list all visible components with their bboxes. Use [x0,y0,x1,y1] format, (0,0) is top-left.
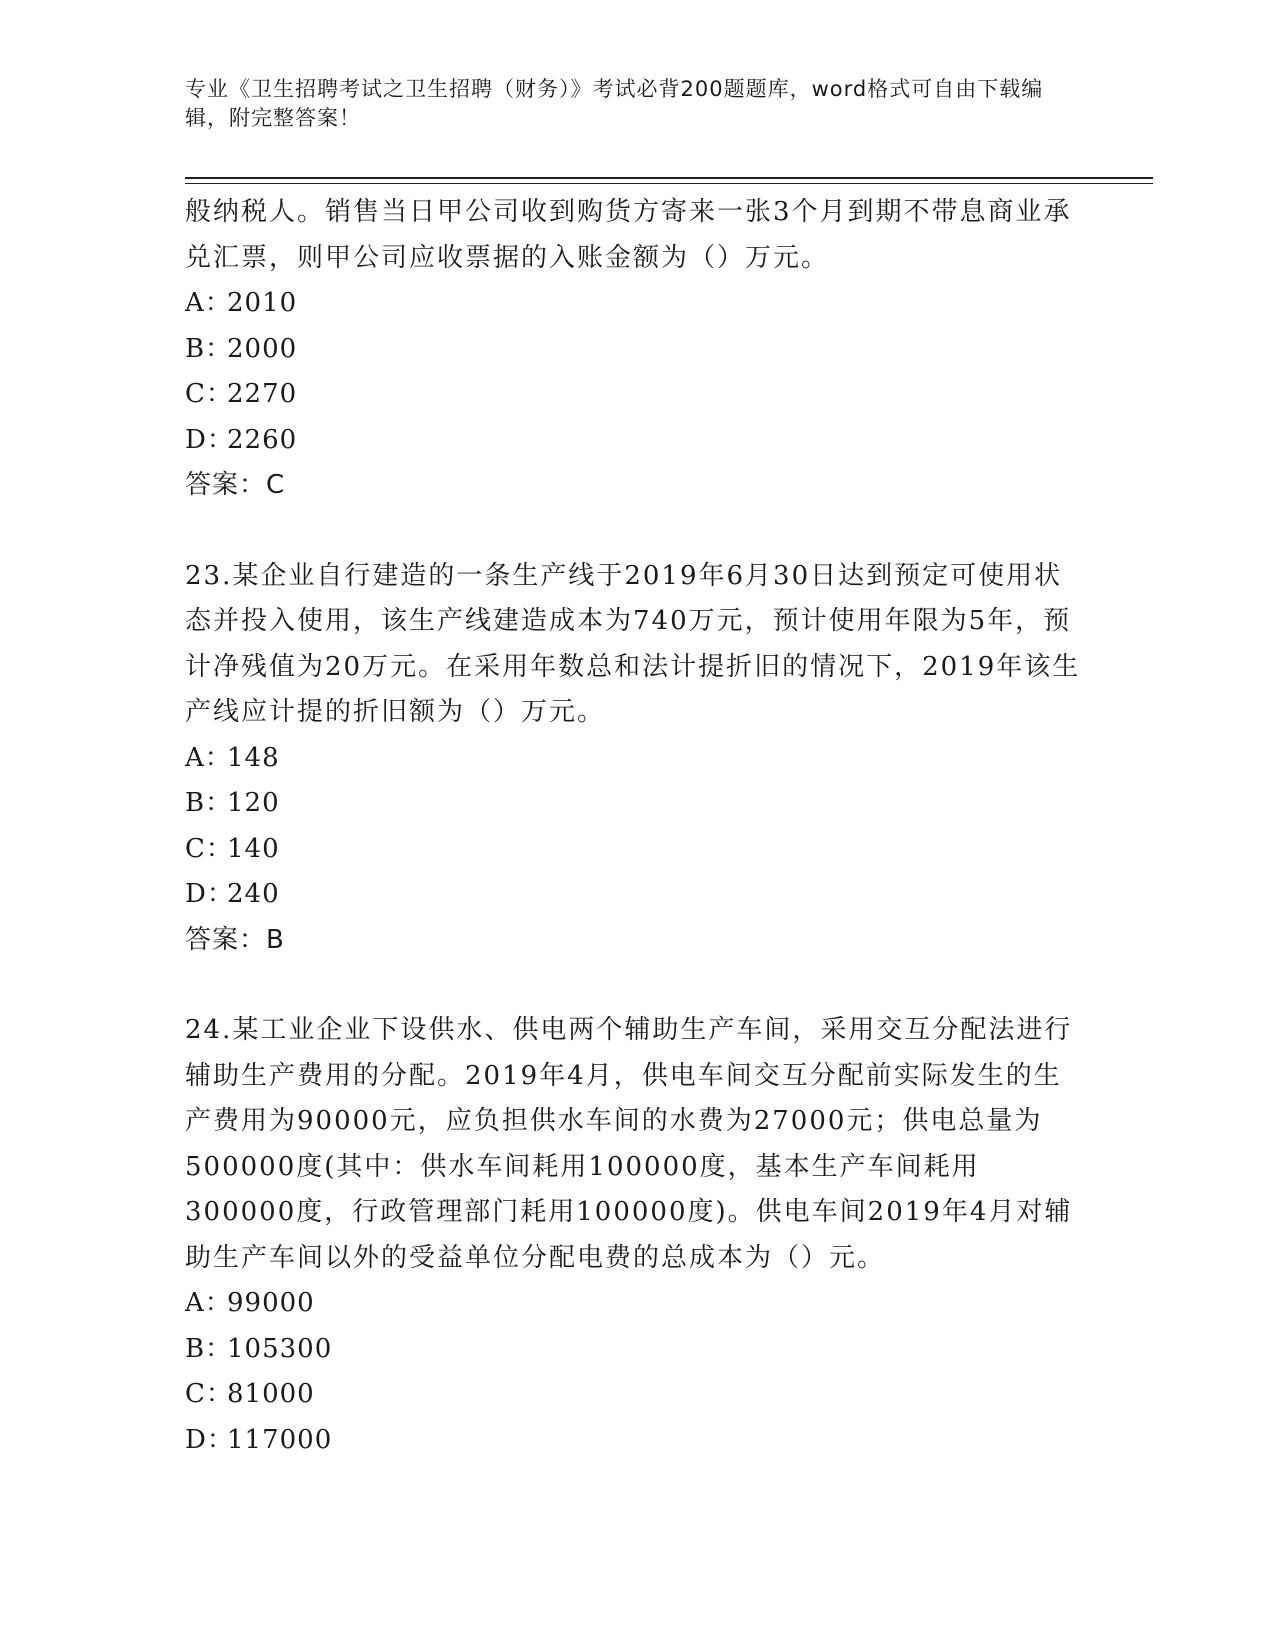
option-key: B： [185,333,233,364]
option-d [185,1418,1085,1464]
option-value: 2270 [227,379,298,409]
option-value: 148 [227,742,280,773]
document-header [185,75,1065,133]
option-key: A： [185,742,232,773]
option-value: 2010 [227,288,298,318]
document-title: 专业《卫生招聘考试之卫生招聘（财务）》考试必背200题题库，word格式可自由下载编辑，附完整答案！ [185,77,1044,130]
option-key: D： [185,879,234,909]
option-value: 140 [227,833,280,864]
option-key: A： [185,1288,232,1318]
spacer [185,963,1085,1008]
option-key: C： [185,1379,233,1409]
option-value: 120 [227,788,280,818]
answer-line: 答案：B [185,924,285,955]
option-key: C： [185,833,233,864]
option-value: 105300 [227,1333,333,1364]
question-22-continued [185,190,1085,509]
option-c [185,827,1085,873]
question-list [185,190,1085,1463]
question-24 [185,1008,1085,1463]
option-b [185,327,1085,373]
option-value: 2000 [227,333,298,364]
option-key: A： [185,288,232,318]
option-c [185,372,1085,418]
option-key: B： [185,1333,233,1364]
option-b [185,781,1085,827]
option-a [185,281,1085,327]
option-value: 81000 [227,1379,315,1409]
question-text: 般纳税人。销售当日甲公司收到购货方寄来一张3个月到期不带息商业承兑汇票，则甲公司应收票据的入账金额为（）万元。 [185,197,1072,273]
option-value: 240 [227,879,280,909]
option-a [185,736,1085,782]
answer-line: 答案：C [185,470,286,500]
option-value: 2260 [227,424,298,455]
question-text: 23.某企业自行建造的一条生产线于2019年6月30日达到预定可使用状态并投入使用，该生产线建造成本为740万元，预计使用年限为5年，预计净残值为20万元。在采用年数总和法计提折旧的情况下，2019年该生产线应计提的折旧额为（）万元。 [185,560,1081,727]
option-b [185,1327,1085,1373]
option-a [185,1281,1085,1327]
option-key: C： [185,379,233,409]
option-key: D： [185,1424,234,1455]
option-c [185,1372,1085,1418]
option-key: B： [185,788,233,818]
question-23 [185,554,1085,964]
option-d [185,418,1085,464]
header-rule-thick [185,177,1153,179]
option-value: 99000 [227,1288,315,1318]
option-key: D： [185,424,234,455]
spacer [185,509,1085,554]
header-rule-thin [185,183,1153,184]
option-d [185,872,1085,918]
question-text: 24.某工业企业下设供水、供电两个辅助生产车间，采用交互分配法进行辅助生产费用的分配。2019年4月，供电车间交互分配前实际发生的生产费用为90000元，应负担供水车间的水费为27000元；供电总量为500000度(其中：供水车间耗用100000度，基本生产车间耗用300000度，行政管理部门耗用100000度)。供电车间2019年4月对辅助生产车间以外的受益单位分配电费的总成本为（）元。 [185,1015,1073,1273]
option-value: 117000 [227,1424,333,1455]
